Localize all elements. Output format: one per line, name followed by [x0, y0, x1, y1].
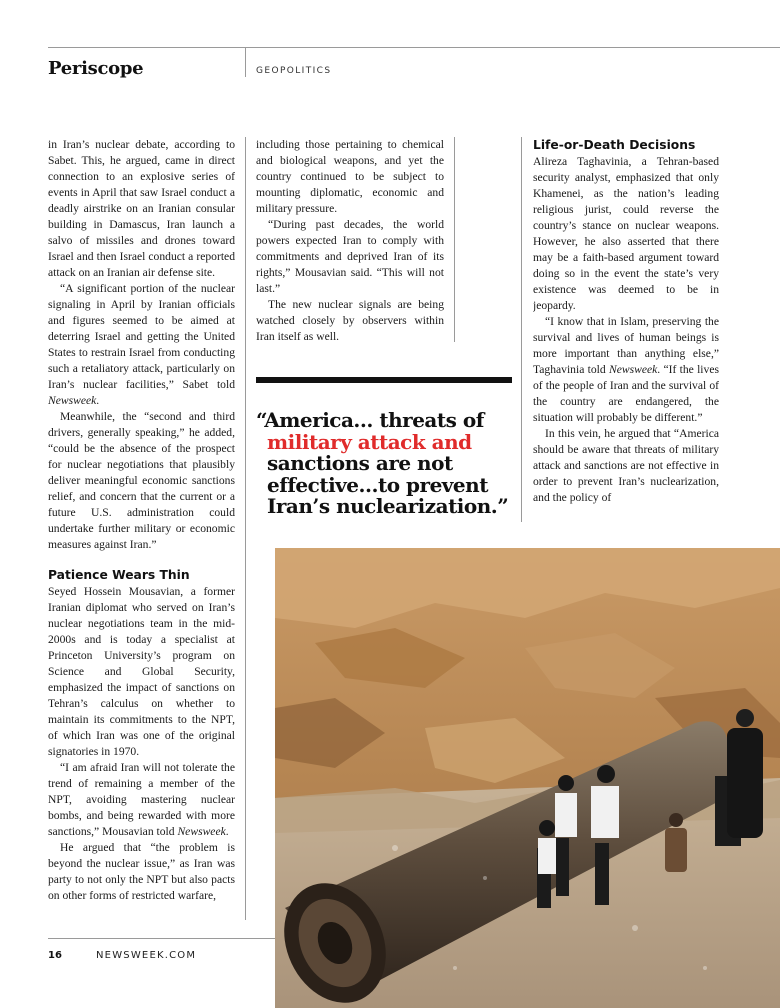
section-tag: GEOPOLITICS: [256, 66, 332, 76]
paragraph: Alireza Taghavinia, a Tehran-based security analyst, emphasized that only Khamenei, as the nation’s leading religious jurist, could reverse the country’s stance on nuclear weapons. However, he also asserted that there may be a faith-based argument toward doing so in the event the state’s very existence was deemed to be in jeopardy.: [533, 155, 719, 312]
desert-missile-photo: [275, 548, 780, 1008]
pull-quote-line: sanctions are not: [267, 451, 453, 475]
pull-quote-line: Iran’s nuclearization.”: [267, 494, 509, 518]
pull-quote-highlight: military attack and: [267, 429, 472, 454]
header-rule: [48, 47, 780, 48]
publication-name: Newsweek: [48, 394, 97, 407]
column-rule: [521, 137, 522, 522]
site-url: NEWSWEEK.COM: [96, 950, 197, 961]
paragraph: “I am afraid Iran will not tolerate the trend of remaining a member of the NPT, avoiding mastering nuclear bombs, and being rewarded with more sanctions,” Mousavian told Newsweek.: [48, 761, 235, 838]
pull-quote-bar: [256, 377, 512, 383]
publication-name: Newsweek: [177, 825, 226, 838]
section-title: Periscope: [48, 58, 144, 79]
column-rule: [454, 137, 455, 342]
article-column-2: [256, 137, 444, 344]
page-number: 16: [48, 950, 62, 961]
paragraph: “A significant portion of the nuclear signaling in April by Iranian officials and figures seemed to be aimed at deterring Israel and getting the United States to restrain Israel from conducting such a retaliatory attack, particularly on Iran’s nuclear facilities,” Sabet told Newsweek.: [48, 282, 235, 407]
pull-quote-line: “America… threats of: [256, 408, 484, 432]
column-rule: [245, 137, 246, 920]
paragraph: He argued that “the problem is beyond the nuclear issue,” as Iran was party to not only the NPT but also pacts on other forms of restricted warfare,: [48, 841, 235, 902]
article-column-3: [533, 137, 719, 522]
article-column-1: [48, 137, 235, 920]
footer-rule: [48, 938, 275, 939]
pull-quote: [256, 410, 518, 518]
pull-quote-line: effective…to prevent: [267, 472, 488, 497]
paragraph: in Iran’s nuclear debate, according to Sabet. This, he argued, came in direct connection to an explosive series of events in April that saw Israel conduct a deadly airstrike on an Iranian consular building in Damascus, Iran launch a salvo of missiles and drones toward Israel and then Israel conduct a reported attack on an Iranian air defense site.: [48, 138, 235, 279]
article-photo: [275, 548, 780, 1008]
paragraph: Seyed Hossein Mousavian, a former Iranian diplomat who served on Iran’s nuclear negotiations team in the mid-2000s and is today a specialist at Princeton University’s program on Science and Global Security, emphasized the impact of sanctions on Tehran’s calculus on whether to maintain its commitments to the NPT, of which Iran was one of the original signatories in 1970.: [48, 585, 235, 758]
paragraph: In this vein, he argued that “America should be aware that threats of military attack and sanctions are not effective in order to prevent Iran’s nuclearization, and the policy of: [533, 427, 719, 504]
paragraph: “During past decades, the world powers expected Iran to comply with commitments and deprived Iran of its rights,” Mousavian said. “This will not last.”: [256, 218, 444, 295]
paragraph: including those pertaining to chemical and biological weapons, and yet the country continued to be subject to mounting diplomatic, economic and military pressure.: [256, 138, 444, 215]
subheading-patience-wears-thin: Patience Wears Thin: [48, 568, 190, 582]
paragraph: “I know that in Islam, preserving the survival and lives of human beings is more important than anything else,” Taghavinia told Newsweek. “If the lives of the people of Iran and the survival of the country are endangered, the situation will probably be different.”: [533, 315, 719, 424]
header-divider: [245, 47, 246, 77]
subheading-life-or-death-decisions: Life-or-Death Decisions: [533, 138, 696, 152]
publication-name: Newsweek: [608, 363, 658, 376]
paragraph: Meanwhile, the “second and third drivers, generally speaking,” he added, “could be the absence of the prospect for nuclear negotiations that plausibly deliver meaningful economic sanctions relief, and concern that the current or a future U.S. administration could undertake further military or economic measures against Iran.”: [48, 410, 235, 551]
paragraph: The new nuclear signals are being watched closely by observers within Iran itself as well.: [256, 298, 444, 343]
